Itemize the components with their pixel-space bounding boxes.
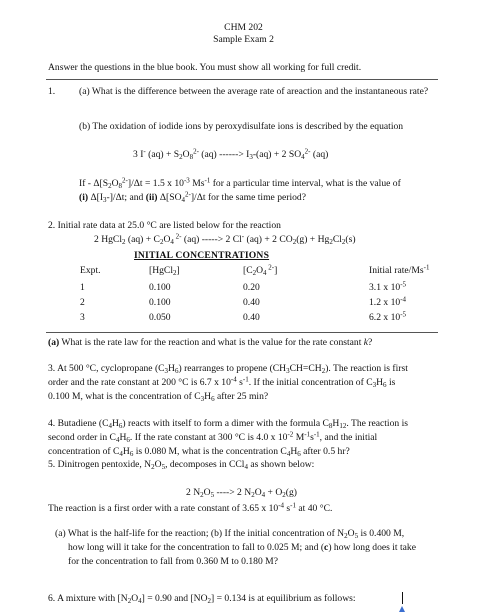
q2-reaction: 2 HgCl$_2$ $(aq) + C_2O_4$ $^{2-}$ (aq) -----> 2 Cl- (aq) + 2 $CO_2(g) + Hg_2Cl_2(s)$ bbox=[94, 232, 356, 246]
q4-line-1: 4. Butadiene $(C_4H_6)$ reacts with itself to form a dimer with the formula $C_8H_{12}$. The reaction is bbox=[48, 418, 408, 430]
cell-expt: 2 bbox=[80, 297, 85, 308]
cell-rate: 6.2 x $10^{-5}$ bbox=[369, 310, 407, 323]
q3-line-1: 3. At 500 °C, cyclopropane $(C_3H_6)$ rearranges to propene $(CH_3CH=CH_2)$. The reaction is first bbox=[48, 363, 408, 375]
q4-line-3: concentration of $C_4H_6$ is 0.080 M, what is the concentration $C_4H_6$ after 0.5 hr? bbox=[48, 446, 350, 458]
exam-title: Sample Exam 2 bbox=[213, 34, 274, 45]
cell-c2o4: 0.40 bbox=[243, 297, 260, 308]
q5-parts-line-3: for the concentration to fall from 0.360 M to 0.180 M? bbox=[68, 556, 278, 567]
q2-question: (a) What is the rate law for the reaction and what is the value for the rate constant k? bbox=[48, 337, 373, 348]
q6-line: 6. A mixture with $[N_2O_4] = 0.90$ and $[NO_2] = 0.134$ is at equilibrium as follows: bbox=[48, 593, 356, 605]
cell-expt: 3 bbox=[80, 312, 85, 323]
q5-line-2: The reaction is a first order with a rate constant of 3.65 x $10^{-4}$ $s^{-1}$ at 40 °C. bbox=[48, 501, 333, 514]
q3-line-2: order and the rate constant at 200 °C is 6.7 x $10^{-4}$ $s^{-1}$. If the initial concentration of $C_3H_6$ is bbox=[48, 375, 396, 389]
col-header-rate: Initial rate/$Ms^{-1}$ bbox=[369, 263, 430, 276]
col-header-hgcl2: [HgCl$_2$] bbox=[149, 265, 180, 277]
cell-c2o4: 0.20 bbox=[243, 282, 260, 293]
col-header-expt: Expt. bbox=[80, 265, 101, 276]
q1-if-line-2: (i) $\Delta[I_3-]/\Delta t$; and (ii) $\Delta[SO_4^{2-}]/\Delta t$ for the same time period? bbox=[79, 190, 306, 204]
cursor-marker-icon bbox=[399, 606, 405, 612]
cell-rate: 1.2 x $10^{-4}$ bbox=[369, 295, 407, 308]
cell-hgcl2: 0.100 bbox=[149, 282, 171, 293]
cell-rate: 3.1 x $10^{-5}$ bbox=[369, 280, 407, 293]
table-title: INITIAL CONCENTRATIONS bbox=[134, 250, 270, 261]
course-title: CHM 202 bbox=[224, 22, 263, 33]
q4-line-2: second order in $C_4H_6$. If the rate constant at 300 °C is 4.0 x $10^{-2}$ $M^{-1}s^{-1}$, and the initial bbox=[48, 430, 378, 444]
q1-equation: 3 I- $(aq) + S_2O_8^{2-}$ (aq) ------> $I_3-(aq) + 2$ $SO_4^{2-}$ (aq) bbox=[133, 147, 329, 161]
q1-if-line: $If - \Delta[S_2O_8^{2-}]/\Delta t = 1.5$ x $10^{-3}$ $Ms^{-1}$ for a particular time interval, what is the value of bbox=[79, 176, 401, 190]
divider-table bbox=[46, 332, 438, 333]
q1-part-a: (a) What is the difference between the average rate of areaction and the instantaneous rate? bbox=[79, 86, 429, 97]
q1-part-b: (b) The oxidation of iodide ions by peroxydisulfate ions is described by the equation bbox=[79, 121, 404, 132]
cell-expt: 1 bbox=[80, 282, 85, 293]
q5-equation: 2 $N_2O_5$ ----> 2 $N_2O_4 + O_2(g)$ bbox=[186, 487, 297, 499]
cell-c2o4: 0.40 bbox=[243, 312, 260, 323]
q2-intro: 2. Initial rate data at 25.0 °C are listed below for the reaction bbox=[48, 220, 281, 231]
instructions: Answer the questions in the blue book. You must show all working for full credit. bbox=[48, 62, 362, 73]
text-cursor bbox=[402, 592, 403, 604]
q3-line-3: 0.100 M, what is the concentration of $C_3H_6$ after 25 min? bbox=[48, 391, 269, 403]
col-header-c2o4: [$C_2O_4$ $^{2-}$] bbox=[243, 263, 278, 277]
cell-hgcl2: 0.050 bbox=[149, 312, 171, 323]
divider-top bbox=[46, 79, 438, 80]
q5-parts-line-1: (a) What is the half-life for the reaction; (b) If the initial concentration of $N_2O_5$ is 0.400 M, bbox=[55, 528, 405, 540]
cell-hgcl2: 0.100 bbox=[149, 297, 171, 308]
q5-parts-line-2: how long will it take for the concentration to fall to 0.025 M; and (c) how long does it take bbox=[68, 542, 416, 553]
q1-number: 1. bbox=[48, 86, 56, 97]
q5-line-1: 5. Dinitrogen pentoxide, $N_2O_5$, decomposes in CCl$_4$ as shown below: bbox=[48, 459, 315, 471]
